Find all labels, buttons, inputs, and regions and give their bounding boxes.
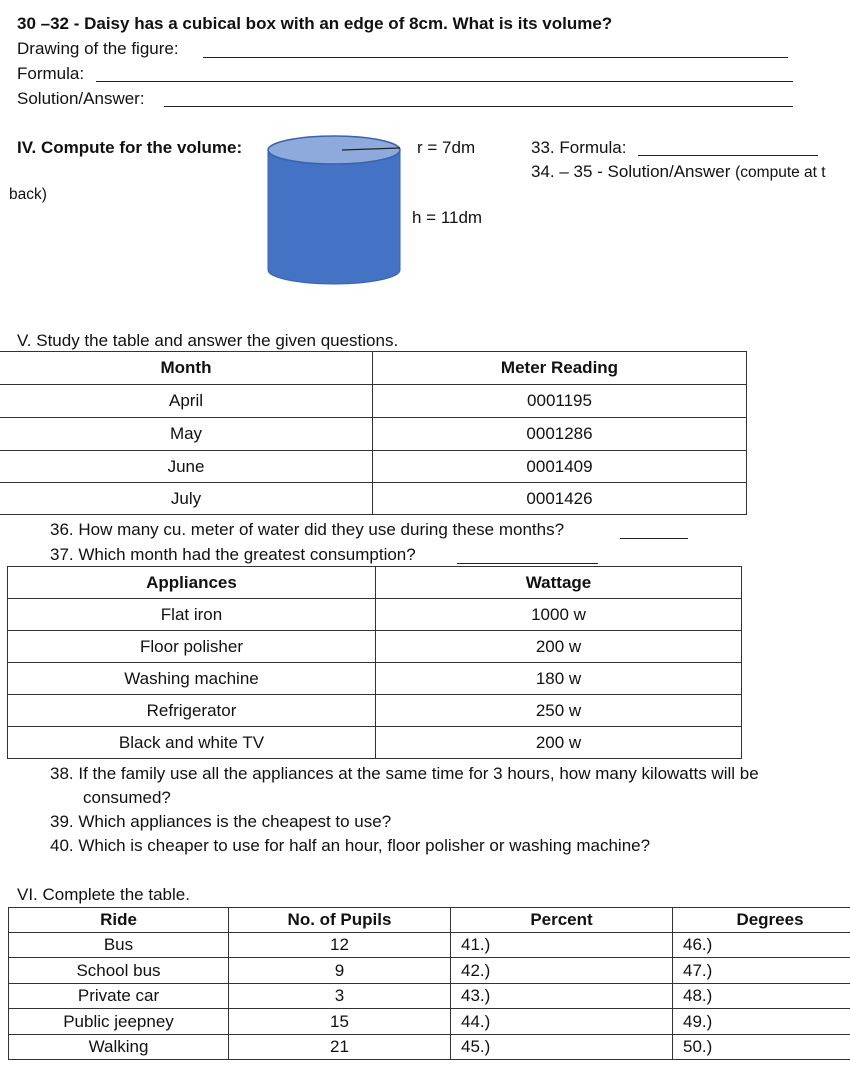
formula-answer-line[interactable] bbox=[96, 81, 793, 82]
ride-percent-blank[interactable]: 42.) bbox=[451, 958, 673, 984]
ride-name: Bus bbox=[9, 933, 229, 958]
meter-month: May bbox=[0, 418, 373, 451]
ride-degrees-blank[interactable]: 50.) bbox=[673, 1035, 850, 1060]
meter-reading: 0001409 bbox=[373, 451, 747, 483]
radius-label: r = 7dm bbox=[417, 138, 476, 157]
table-row bbox=[9, 958, 850, 984]
q34-main: 34. – 35 - Solution/Answer bbox=[531, 162, 731, 181]
ride-name: Walking bbox=[9, 1035, 229, 1060]
appliance-name: Floor polisher bbox=[8, 631, 376, 663]
ride-pupils: 12 bbox=[229, 933, 451, 958]
cylinder-figure bbox=[262, 128, 412, 288]
table-row bbox=[9, 1009, 850, 1035]
drawing-answer-line[interactable] bbox=[203, 57, 788, 58]
table-row bbox=[8, 631, 742, 663]
formula-label: Formula: bbox=[17, 64, 85, 83]
table-row bbox=[9, 933, 850, 958]
question-33: 33. Formula: bbox=[531, 138, 627, 157]
meter-header-month: Month bbox=[0, 352, 373, 385]
table-row bbox=[0, 483, 747, 515]
meter-table bbox=[0, 351, 747, 515]
table-row bbox=[0, 451, 747, 483]
appliance-table bbox=[7, 566, 742, 759]
meter-month: July bbox=[0, 483, 373, 515]
ride-percent-blank[interactable]: 45.) bbox=[451, 1035, 673, 1060]
back-text: back) bbox=[9, 186, 47, 203]
q36-answer-line[interactable] bbox=[620, 538, 688, 539]
table-row bbox=[8, 663, 742, 695]
appliance-wattage: 200 w bbox=[376, 727, 742, 759]
ride-percent-blank[interactable]: 43.) bbox=[451, 984, 673, 1009]
section-v-title: V. Study the table and answer the given questions. bbox=[17, 331, 399, 350]
appliance-wattage: 200 w bbox=[376, 631, 742, 663]
meter-reading: 0001286 bbox=[373, 418, 747, 451]
meter-month: April bbox=[0, 385, 373, 418]
table-row bbox=[9, 984, 850, 1009]
q33-answer-line[interactable] bbox=[638, 155, 818, 156]
appliance-name: Washing machine bbox=[8, 663, 376, 695]
ride-degrees-blank[interactable]: 47.) bbox=[673, 958, 850, 984]
solution-label: Solution/Answer: bbox=[17, 89, 145, 108]
appliance-wattage: 250 w bbox=[376, 695, 742, 727]
ride-percent-blank[interactable]: 44.) bbox=[451, 1009, 673, 1035]
rides-header-percent: Percent bbox=[451, 908, 673, 933]
question-39: 39. Which appliances is the cheapest to use? bbox=[50, 812, 392, 831]
ride-pupils: 9 bbox=[229, 958, 451, 984]
cylinder-body bbox=[268, 150, 400, 284]
ride-pupils: 3 bbox=[229, 984, 451, 1009]
height-label: h = 11dm bbox=[412, 208, 483, 227]
ride-pupils: 21 bbox=[229, 1035, 451, 1060]
table-row bbox=[8, 727, 742, 759]
appliance-wattage: 1000 w bbox=[376, 599, 742, 631]
meter-header-reading: Meter Reading bbox=[373, 352, 747, 385]
table-row bbox=[9, 1035, 850, 1060]
table-row bbox=[8, 599, 742, 631]
table-row bbox=[8, 695, 742, 727]
ride-degrees-blank[interactable]: 46.) bbox=[673, 933, 850, 958]
question-38: 38. If the family use all the appliances at the same time for 3 hours, how many kilowatts will be bbox=[50, 764, 759, 783]
appliance-header-name: Appliances bbox=[8, 567, 376, 599]
cylinder-top bbox=[268, 136, 400, 164]
appliance-wattage: 180 w bbox=[376, 663, 742, 695]
meter-reading: 0001426 bbox=[373, 483, 747, 515]
ride-degrees-blank[interactable]: 49.) bbox=[673, 1009, 850, 1035]
table-row bbox=[0, 385, 747, 418]
appliance-name: Flat iron bbox=[8, 599, 376, 631]
question-37: 37. Which month had the greatest consumption? bbox=[50, 545, 416, 564]
solution-answer-line[interactable] bbox=[164, 106, 793, 107]
question-34-35 bbox=[531, 162, 826, 182]
rides-header-degrees: Degrees bbox=[673, 908, 850, 933]
meter-reading: 0001195 bbox=[373, 385, 747, 418]
question-36: 36. How many cu. meter of water did they use during these months? bbox=[50, 520, 565, 539]
meter-month: June bbox=[0, 451, 373, 483]
rides-table bbox=[8, 907, 850, 1060]
ride-degrees-blank[interactable]: 48.) bbox=[673, 984, 850, 1009]
table-row bbox=[0, 418, 747, 451]
drawing-label: Drawing of the figure: bbox=[17, 39, 179, 58]
section-vi-title: VI. Complete the table. bbox=[17, 885, 190, 904]
rides-header-pupils: No. of Pupils bbox=[229, 908, 451, 933]
question-38-cont: consumed? bbox=[83, 788, 171, 807]
rides-header-ride: Ride bbox=[9, 908, 229, 933]
appliance-header-wattage: Wattage bbox=[376, 567, 742, 599]
ride-name: Private car bbox=[9, 984, 229, 1009]
question-40: 40. Which is cheaper to use for half an hour, floor polisher or washing machine? bbox=[50, 836, 651, 855]
q37-answer-line[interactable] bbox=[457, 563, 598, 564]
appliance-name: Refrigerator bbox=[8, 695, 376, 727]
ride-name: Public jeepney bbox=[9, 1009, 229, 1035]
appliance-name: Black and white TV bbox=[8, 727, 376, 759]
question-30-32: 30 –32 - Daisy has a cubical box with an edge of 8cm. What is its volume? bbox=[17, 14, 613, 33]
ride-pupils: 15 bbox=[229, 1009, 451, 1035]
section-iv-title: IV. Compute for the volume: bbox=[17, 138, 243, 157]
q34-paren: (compute at t bbox=[735, 164, 826, 181]
ride-percent-blank[interactable]: 41.) bbox=[451, 933, 673, 958]
ride-name: School bus bbox=[9, 958, 229, 984]
